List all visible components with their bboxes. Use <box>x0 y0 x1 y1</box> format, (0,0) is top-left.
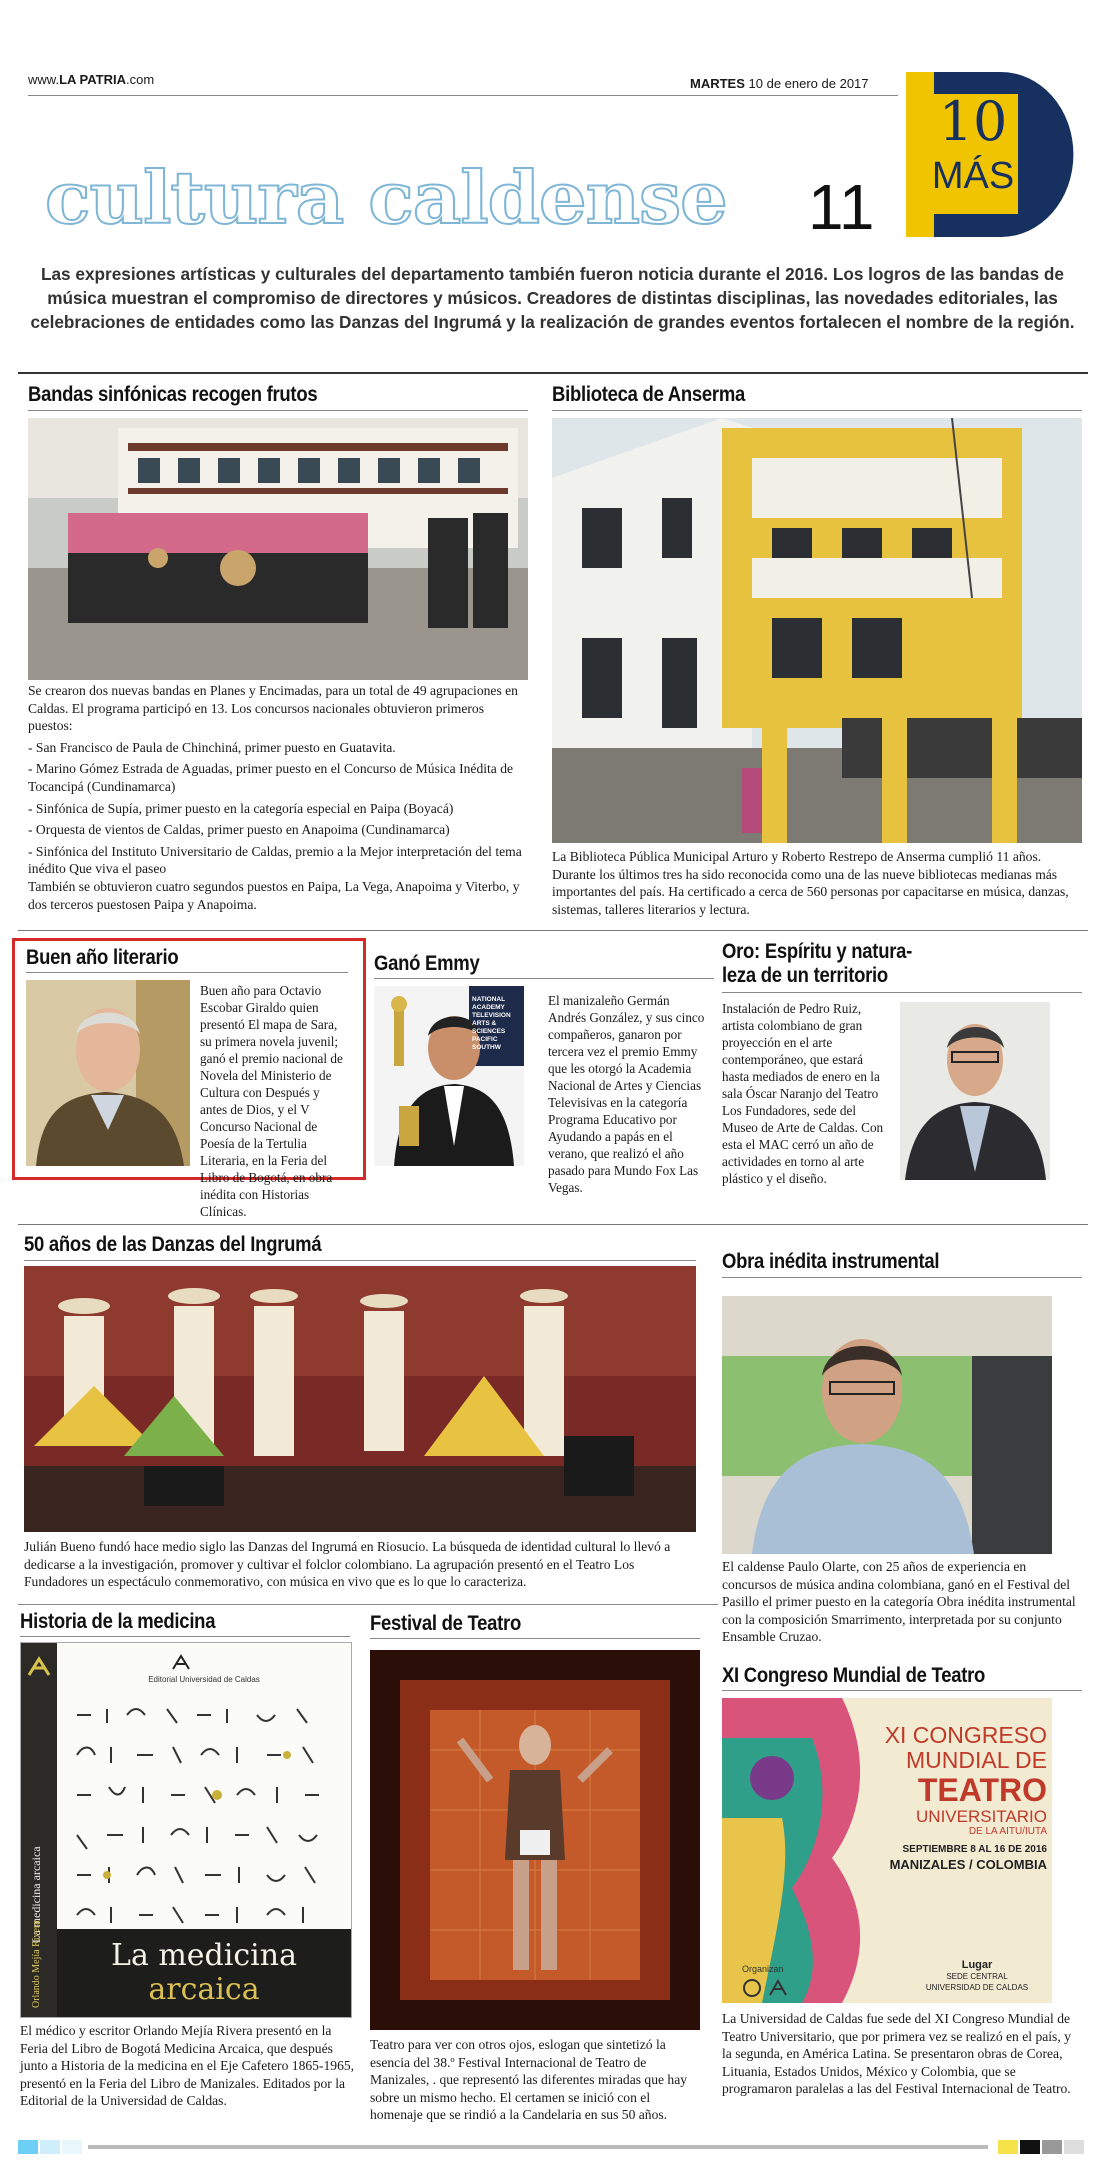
book-publisher: Editorial Universidad de Caldas <box>148 1675 260 1684</box>
university-logo-icon <box>768 1978 788 1998</box>
poster-venue: Lugar SEDE CENTRAL UNIVERSIDAD DE CALDAS <box>925 1959 1029 1992</box>
photo-octavio <box>26 980 190 1166</box>
photo-biblioteca <box>552 418 1082 843</box>
text-literario: Buen año para Octavio Escobar Giraldo quien presentó El mapa de Sara, su primera novela juvenil; ganó el premio nacional de Novela del Ministerio de Cultura con Después y antes de Dios, y el V Concurso Nacional de Poesía de la Tertulia Literaria, en la Feria del Libro de Bogotá, en obra inédita con Historias Clínicas. <box>200 983 343 1219</box>
book-spine-author: Orlando Mejía Rivera <box>31 1920 42 2008</box>
site-url[interactable]: www.LA PATRIA.com <box>28 72 155 87</box>
rule-oro <box>722 992 1082 993</box>
lead-rule <box>18 372 1088 374</box>
issue-date: MARTES 10 de enero de 2017 <box>690 76 869 91</box>
text-festival: Teatro para ver con otros ojos, eslogan que sintetizó la esencia del 38.º Festival Internacional de Teatro de Manizales, . que representó las diferentes miradas que hay sobre un mismo hecho. El certamen se inició con el homenaje que se rindió a la Candelaria en sus 50 años. <box>370 2037 688 2123</box>
book-cover-medicina <box>20 1642 352 2018</box>
section-title: cultura caldense <box>45 155 727 240</box>
book-spine-title: La medicina arcaica <box>29 1846 43 1943</box>
row-rule-3 <box>18 1604 718 1605</box>
rule-biblioteca <box>552 410 1082 411</box>
rule-literario <box>26 972 348 973</box>
heading-emmy: Ganó Emmy <box>374 952 480 975</box>
heading-congreso: XI Congreso Mundial de Teatro <box>722 1664 986 1687</box>
organizer-logo-icon <box>742 1978 762 1998</box>
lead-paragraph: Las expresiones artísticas y culturales del departamento también fueron noticia durante el 2016. Los logros de las bandas de música muestran el compromiso de directores y músicos. Creadores de distintas disciplinas, las novedades editoriales, las celebraciones de entidades como las Danzas del Ingrumá y la realización de grandes eventos fortalecen el nombre de la región. <box>30 264 1075 332</box>
text-danzas: Julián Bueno fundó hace medio siglo las Danzas del Ingrumá en Riosucio. La búsqueda de identidad cultural lo llevó a dedicarse a la investigación, promover y cultivar el folclor colombiano. La agrupación presentó en el Teatro Los Fundadores un espectáculo conmemorativo, con música en vivo que es lo que lo caracteriza. <box>24 1539 671 1590</box>
publisher-logo-icon <box>27 1655 51 1679</box>
text-emmy: El manizaleño Germán Andrés González, y sus cinco compañeros, ganaron por tercera vez el premio Emmy que les otorgó la Academia Nacional de Artes y Ciencias Televisivas en la categoría Programa Educativo por Ayudando a papás en el verano, que realizó el año pasado para Mundo Fox Las Vegas. <box>548 993 705 1195</box>
row-rule-2 <box>18 1224 1088 1225</box>
rule-congreso <box>722 1690 1082 1691</box>
book-title-line1: La medicina <box>111 1938 297 1973</box>
text-bandas: Se crearon dos nuevas bandas en Planes y Encimadas, para un total de 49 agrupaciones en Caldas. El programa participó en 13. Los concursos nacionales obtuvieron primeros puestos: - San Francisco de Paula de Chinchiná, primer puesto en Guatavita. - Marino Gómez Estrada de Aguadas, primer puesto en el Concurso de Música Inédita de Tocancipá (Cundinamarca) - Sinfónica de Supía, primer puesto en la categoría especial en Paipa (Boyacá) - Orquesta de vientos de Caldas, primer puesto en Anapoima (Cundinamarca) - Sinfónica del Instituto Universitario de Caldas, premio a la Mejor interpretación del tema inédito Que viva el paseo También se obtuvieron cuatro segundos puestos en Paipa, La Vega, Anapoima y Viterbo, y dos terceros puestosen Paipa y Anapoima. <box>28 683 522 912</box>
text-congreso: La Universidad de Caldas fue sede del XI Congreso Mundial de Teatro Universitario, que por primera vez se realizó en el país, y la segunda, en América Latina. Se presentaron obras de Corea, Lituania, Estados Unidos, México y Colombia, que se programaron paralelas a las del Festival Internacional de Teatro. <box>722 2011 1071 2097</box>
photo-pedro-ruiz <box>900 1002 1050 1180</box>
book-title-band <box>57 1929 351 2017</box>
poster-organizan: Organizan <box>742 1964 784 1974</box>
heading-biblioteca: Biblioteca de Anserma <box>552 383 746 406</box>
hieroglyph-pattern <box>67 1695 341 1925</box>
rule-danzas <box>24 1260 696 1261</box>
row-rule-1 <box>18 930 1088 931</box>
rule-medicina <box>20 1636 350 1637</box>
heading-oro: Oro: Espíritu y natura- leza de un territorio <box>722 940 913 987</box>
page-number: 11 <box>808 171 875 243</box>
photo-emmy <box>374 986 524 1166</box>
text-oro: Instalación de Pedro Ruiz, artista colombiano de gran proyección en el arte contemporáneo, que estará hasta mediados de enero en la sala Óscar Naranjo del Teatro Los Fundadores, sede del Museo de Arte de Caldas. Con esta el MAC cerró un año de actividades en torno al arte plástico y el diseño. <box>722 1001 884 1186</box>
heading-medicina: Historia de la medicina <box>20 1610 216 1633</box>
poster-title-block: XI CONGRESO MUNDIAL DE TEATRO UNIVERSITARIO DE LA AITU/IUTA SEPTIEMBRE 8 AL 16 DE 2016 MANIZALES / COLOMBIA <box>884 1722 1047 1872</box>
text-obra: El caldense Paulo Olarte, con 25 años de experiencia en concursos de música andina colombiana, ganó en el Festival del Pasillo el primer puesto en la categoría Obra inédita instrumental con la composición Smarrimento, interpretada por su conjunto Ensamble Cruzao. <box>722 1559 1076 1645</box>
ten-mas-badge <box>906 72 1076 237</box>
photo-bandas <box>28 418 528 680</box>
heading-obra: Obra inédita instrumental <box>722 1250 940 1273</box>
publisher-emblem-icon <box>171 1653 191 1673</box>
book-spine <box>21 1643 57 2017</box>
book-title-line2: arcaica <box>148 1972 260 2007</box>
heading-festival: Festival de Teatro <box>370 1612 522 1635</box>
rule-festival <box>370 1638 700 1639</box>
heading-danzas: 50 años de las Danzas del Ingrumá <box>24 1233 322 1256</box>
photo-danzas <box>24 1266 696 1532</box>
text-biblioteca: La Biblioteca Pública Municipal Arturo y Roberto Restrepo de Anserma cumplió 11 años. Durante los últimos tres ha sido reconocida como una de las nueve bibliotecas medianas más importantes del país. Ha certificado a cerca de 560 personas por capacitarse en música, danzas, sistemas, talleres literarios y lectura. <box>552 849 1069 917</box>
rule-obra <box>722 1277 1082 1278</box>
photo-paulo-olarte <box>722 1296 1052 1554</box>
badge-label: MÁS <box>931 155 1015 197</box>
heading-literario: Buen año literario <box>26 946 179 969</box>
badge-number: 10 <box>938 90 1008 153</box>
poster-congreso <box>722 1698 1052 2003</box>
print-color-bar <box>18 2140 1098 2154</box>
rule-emmy <box>374 978 714 979</box>
emmy-academy-badge: NATIONAL ACADEMY TELEVISION ARTS & SCIENCES PACIFIC SOUTHW <box>472 996 511 1051</box>
text-medicina: El médico y escritor Orlando Mejía Rivera presentó en la Feria del Libro de Bogotá Medicina Arcaica, que después junto a Historia de la medicina en el Eje Cafetero 1865-1965, presentó en la Feria del Libro de Manizales. Editados por la Editorial de la Universidad de Caldas. <box>20 2023 355 2109</box>
rule-bandas <box>28 410 528 411</box>
header-rule <box>28 95 898 96</box>
heading-bandas: Bandas sinfónicas recogen frutos <box>28 383 318 406</box>
photo-festival <box>370 1650 700 2030</box>
